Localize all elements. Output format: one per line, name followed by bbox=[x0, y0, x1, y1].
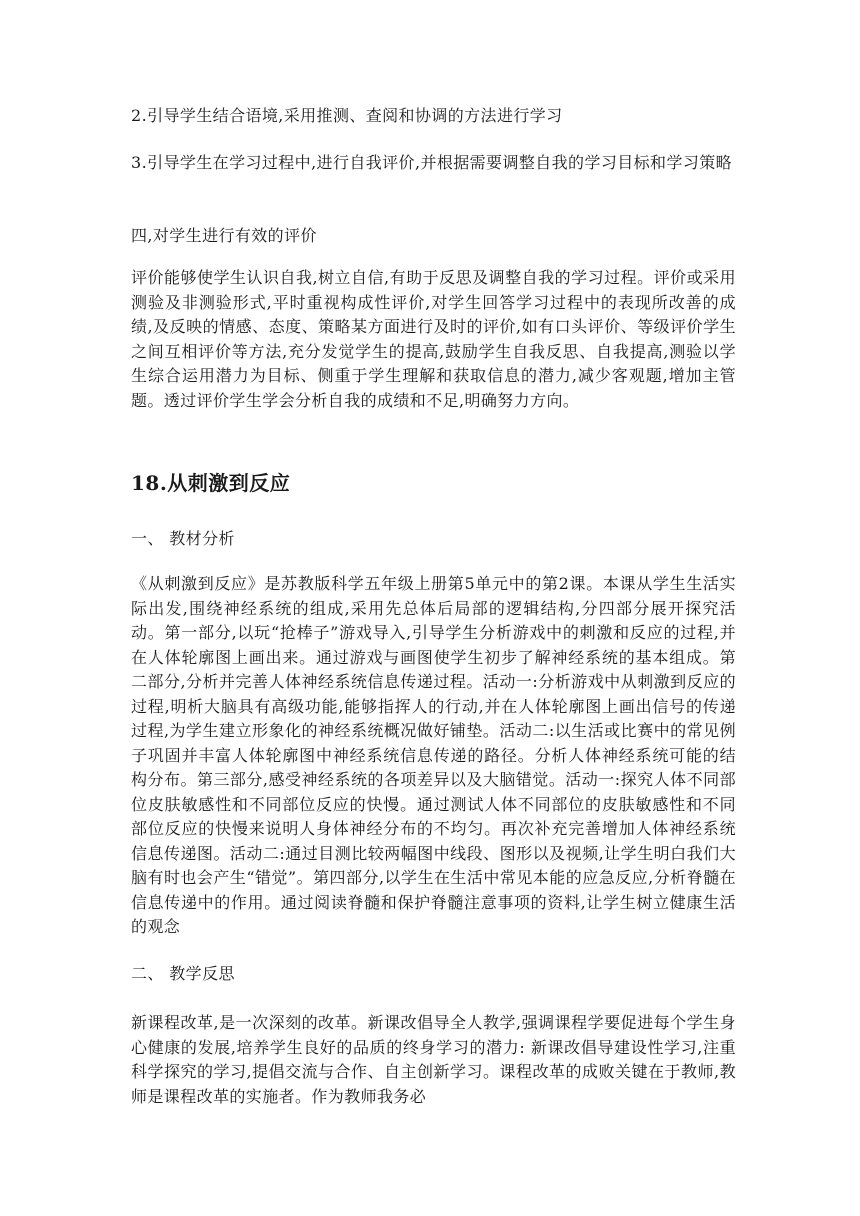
paragraph-evaluation: 评价能够使学生认识自我,树立自信,有助于反思及调整自我的学习过程。评价或采用测验及非测验形式,平时重视构成性评价,对学生回答学习过程中的表现所改善的成绩,及反映的情感、态度、策略某方面进行及时的评价,如有口头评价、等级评价学生之间互相评价等方法,充分发觉学生的提高,鼓励学生自我反思、自我提高,测验以学生综合运用潜力为目标、侧重于学生理解和获取信息的潜力,减少客观题,增加主管题。透过评价学生学会分析自我的成绩和不足,明确努力方向。 bbox=[131, 268, 736, 410]
paragraph-goal-3: 3.引导学生在学习过程中,进行自我评价,并根据需要调整自我的学习目标和学习策略 bbox=[131, 153, 733, 172]
lesson-title: 18.从刺激到反应 bbox=[131, 471, 291, 495]
paragraph-material-analysis: 《从刺激到反应》是苏教版科学五年级上册第5单元中的第2课。本课从学生生活实际出发,围绕神经系统的组成,采用先总体后局部的逻辑结构,分四部分展开探究活动。第一部分,以玩“抢棒子”游戏导入,引导学生分析游戏中的刺激和反应的过程,并在人体轮廓图上画出来。通过游戏与画图使学生初步了解神经系统的基本组成。第二部分,分析并完善人体神经系统信息传递过程。活动一:分析游戏中从刺激到反应的过程,明析大脑具有高级功能,能够指挥人的行动,并在人体轮廓图上画出信号的传递过程,为学生建立形象化的神经系统概况做好铺垫。活动二:以生活或比赛中的常见例子巩固并丰富人体轮廓图中神经系统信息传递的路径。分析人体神经系统可能的结构分布。第三部分,感受神经系统的各项差异以及大脑错觉。活动一:探究人体不同部位皮肤敏感性和不同部位反应的快慢。通过测试人体不同部位的皮肤敏感性和不同部位反应的快慢来说明人身体神经分布的不均匀。再次补充完善增加人体神经系统信息传递图。活动二:通过目测比较两幅图中线段、图形以及视频,让学生明白我们大脑有时也会产生“错觉”。第四部分,以学生在生活中常见本能的应急反应,分析脊髓在信息传递中的作用。通过阅读脊髓和保护脊髓注意事项的资料,让学生树立健康生活的观念 bbox=[131, 574, 736, 936]
section-heading-evaluation: 四,对学生进行有效的评价 bbox=[131, 226, 317, 245]
section-heading-material-analysis: 一、 教材分析 bbox=[131, 529, 235, 548]
section-heading-teaching-reflection: 二、 教学反思 bbox=[131, 964, 235, 983]
paragraph-goal-2: 2.引导学生结合语境,采用推测、查阅和协调的方法进行学习 bbox=[131, 106, 563, 125]
paragraph-teaching-reflection: 新课程改革,是一次深刻的改革。新课改倡导全人教学,强调课程学要促进每个学生身心健康的发展,培养学生良好的品质的终身学习的潜力: 新课改倡导建设性学习,注重科学探究的学习,提倡交流与合作、自主创新学习。课程改革的成败关键在于教师,教师是课程改革的实施者。作为教师我务必 bbox=[131, 1013, 736, 1106]
